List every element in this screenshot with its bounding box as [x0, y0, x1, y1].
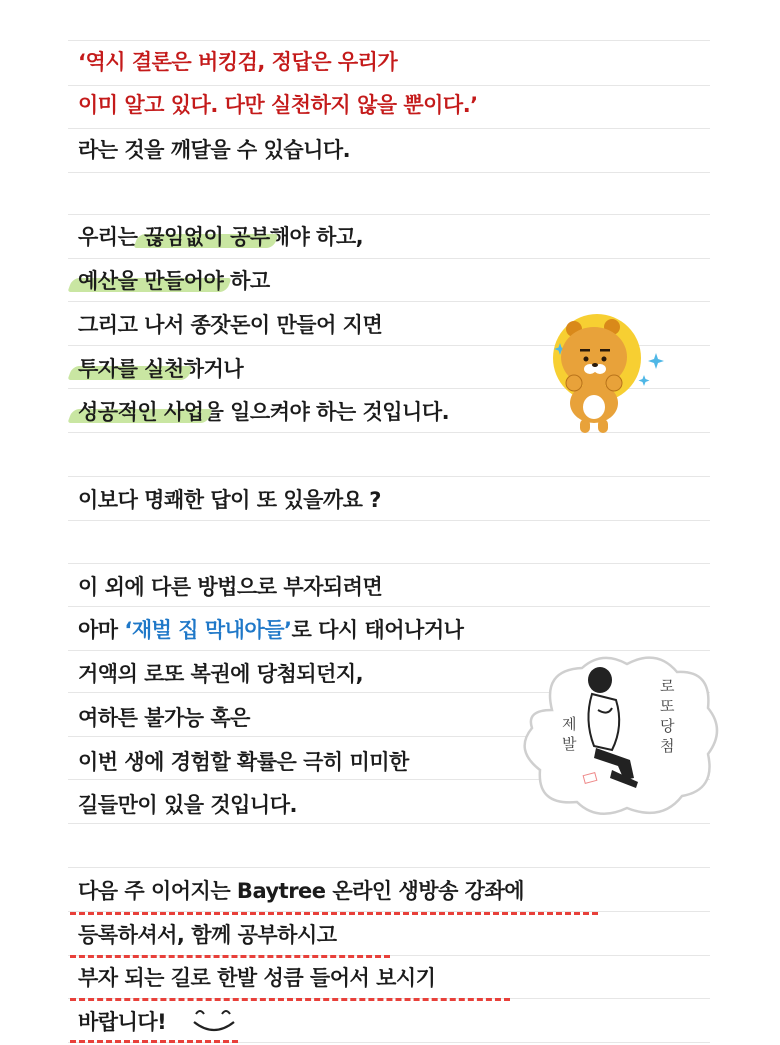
text-line: 이 외에 다른 방법으로 부자되려면 [78, 575, 383, 599]
smile-icon [192, 1008, 238, 1036]
text-segment: 해야 하고, [269, 225, 364, 249]
text-line: 거액의 로또 복권에 당첨되던지, [78, 662, 364, 686]
text-line [78, 397, 449, 427]
text-line [78, 222, 363, 252]
dashed-underline [70, 1040, 238, 1043]
text-line: 여하튼 불가능 혹은 [78, 706, 250, 730]
text-segment: 로 다시 태어나거나 [291, 618, 464, 642]
text-segment: 하고 [223, 269, 270, 293]
dashed-underline [70, 955, 390, 958]
highlighted-text: 예산을 만들어야 [78, 269, 224, 293]
text-segment: 아마 [78, 618, 125, 642]
text-line: 길들만이 있을 것입니다. [78, 793, 297, 817]
text-line [78, 1007, 166, 1037]
text-line: 그리고 나서 종잣돈이 만들어 지면 [78, 313, 383, 337]
cloud-text-please: 제발 [562, 715, 577, 753]
text-segment: 우리는 [78, 225, 145, 249]
text-line [78, 354, 243, 384]
text-line: 다음 주 이어지는 Baytree 온라인 생방송 강좌에 [78, 879, 525, 903]
text-line [78, 615, 463, 645]
text-segment: 을 일으켜야 하는 것입니다. [203, 400, 450, 424]
text-line: 부자 되는 길로 한발 성큼 들어서 보시기 [78, 966, 436, 990]
text-line [78, 266, 270, 296]
dashed-underline [70, 912, 598, 915]
quote-line-1: ‘역시 결론은 버킹검, 정답은 우리가 [78, 50, 398, 74]
highlighted-text: 끊임없이 공부 [144, 225, 270, 249]
text-line: 등록하셔서, 함께 공부하시고 [78, 923, 337, 947]
praying-cloud-illustration [512, 650, 724, 822]
quote-line-2: 이미 알고 있다. 다만 실천하지 않을 뿐이다.’ [78, 93, 478, 117]
dashed-underline [70, 998, 510, 1001]
lion-character-icon [552, 313, 666, 435]
text-line: 이번 생에 경험할 확률은 극히 미미한 [78, 750, 409, 774]
praying-person-icon [512, 650, 724, 822]
highlighted-text: 성공적인 사업 [78, 400, 204, 424]
text-line: 이보다 명쾌한 답이 또 있을까요 ? [78, 488, 381, 512]
text-segment: 하거나 [183, 357, 244, 381]
text-segment: 바랍니다! [78, 1010, 167, 1034]
cloud-text-lotto: 로또당첨 [660, 677, 675, 755]
text-line: 라는 것을 깨달을 수 있습니다. [78, 138, 351, 162]
blue-quote-text: ‘재벌 집 막내아들’ [124, 618, 292, 642]
highlighted-text: 투자를 실천 [78, 357, 184, 381]
